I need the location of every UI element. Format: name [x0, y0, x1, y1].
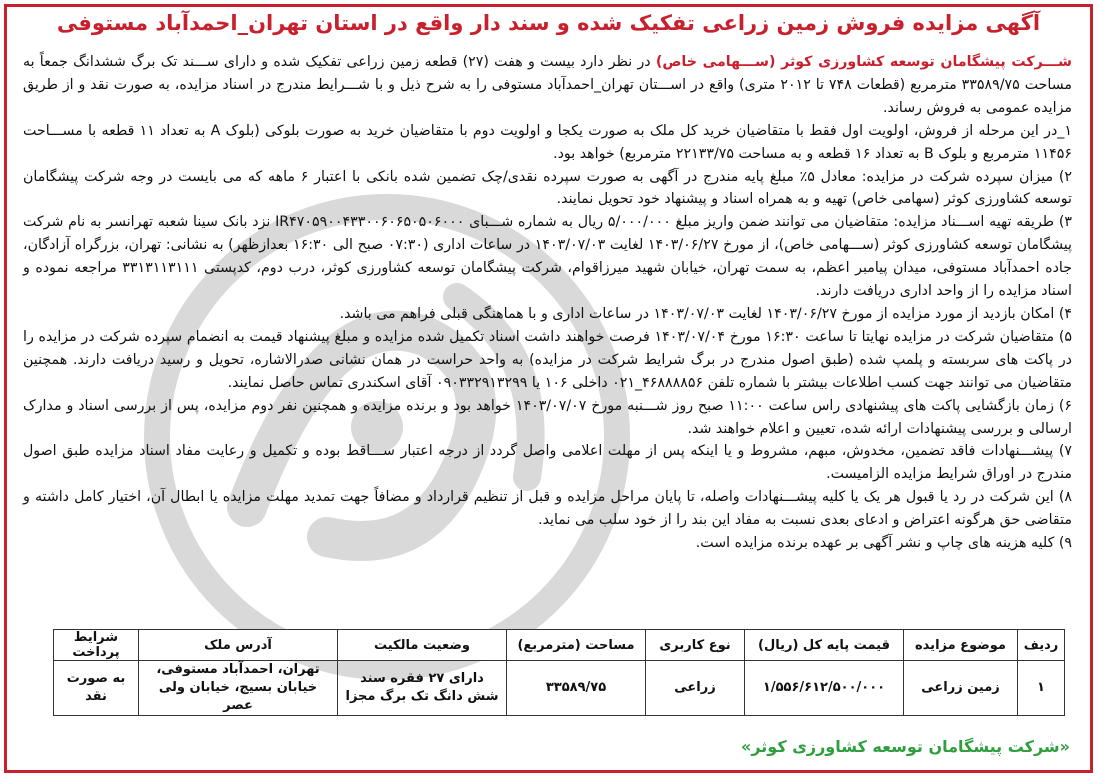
table-header: نوع کاربری [646, 630, 745, 661]
clause-6: ۶) زمان بازگشایی پاکت های پیشنهادی راس ساعت ۱۱:۰۰ صبح روز شـــنبه مورخ ۱۴۰۳/۰۷/۰۷ خواهد بود و برنده مزایده و همچنین نفر دوم مزایده، پس از بررسی اسناد و مدارک ارسالی و بررسی پیشنهادات ارائه شده، تعیین و اعلام خواهند شد. [23, 397, 1072, 437]
intro-paragraph [23, 51, 1072, 120]
address-line-1: تهران، احمدآباد مستوفی، [156, 662, 320, 677]
clause-7: ۷) پیشـــنهادات فاقد تضمین، مخدوش، مبهم، مشروط و یا اینکه پس از مهلت اعلامی واصل گردد از درجه اعتبار ســـاقط بوده و تکمیل و رعایت مفاد اسناد مزایده طبق اصول مندرج در اوراق شرایط مزایده الزامیست. [23, 443, 1072, 483]
table-header: ردیف [1018, 630, 1065, 661]
table-header: شرایط پرداخت [54, 630, 139, 661]
cell-row-number: ۱ [1018, 661, 1065, 716]
cell-usage: زراعی [646, 661, 745, 716]
clause-9: ۹) کلیه هزینه های چاپ و نشر آگهی بر عهده برنده مزایده است. [695, 535, 1072, 552]
ownership-line-1: دارای ۲۷ فقره سند [360, 671, 484, 686]
cell-ownership [338, 661, 507, 716]
table-header: وضعیت مالکیت [338, 630, 507, 661]
clause-8: ۸) این شرکت در رد یا قبول هر یک یا کلیه پیشـــنهادات واصله، تا پایان مراحل مزایده و قبل از تنظیم قرارداد و مضافاً جهت تمدید مهلت مزایده یا ابطال آن، اختیار کامل داشته و متقاضی حق هرگونه اعتراض و ادعای بعدی نسبت به مفاد این بند را از خود سلب می نماید. [23, 489, 1072, 529]
clause-4: ۴) امکان بازدید از مورد مزایده از مورخ ۱۴۰۳/۰۶/۲۷ لغایت ۱۴۰۳/۰۷/۰۳ در ساعات اداری و با هماهنگی قبلی فراهم می باشد. [339, 305, 1072, 322]
clause-1: ۱_در این مرحله از فروش، اولویت اول فقط با متقاضیان خرید کل ملک به صورت یکجا و اولویت دوم با متقاضیان خرید به صورت بلوکی (بلوک A به تعداد ۱۱ قطعه با مســـاحت ۱۱۴۵۶ مترمربع و بلوک B به تعداد ۱۶ قطعه و به مساحت ۲۲۱۳۳/۷۵ مترمربع) خواهد بود. [23, 122, 1072, 162]
page-title: آگهی مزایده فروش زمین زراعی تفکیک شده و سند دار واقع در استان تهران_احمدآباد مستوفی [56, 11, 1041, 35]
cell-address [139, 661, 338, 716]
intro-text: در نظر دارد بیست و هفت (۲۷) قطعه زمین زراعی تفکیک شده و دارای ســـند تک برگ ششدانگ جمعاً به مساحت ۳۳۵۸۹/۷۵ مترمربع (قطعات ۷۴۸ تا ۲۰۱۲ متری) واقع در اســـتان تهران_احمدآباد مستوفی را به شرح ذیل و با شـــرایط مندرج در اسناد مزایده، به صورت نقد و از طریق مزایده عمومی به فروش رساند. [23, 54, 1072, 116]
clause-5: ۵) متقاضیان شرکت در مزایده نهایتا تا ساعت ۱۶:۳۰ مورخ ۱۴۰۳/۰۷/۰۴ فرصت خواهند داشت اسناد تکمیل شده مزایده و مبلغ پیشنهاد قیمت به انضمام سپرده شرکت در مزایده را در پاکت های سربسته و پلمپ شده (طبق اصول مندرج در برگ شرایط شرکت در مزایده) به واحد حراست در همان نشانی صدرالاشاره، تحویل و رسید دریافت دارند. همچنین متقاضیان می توانند جهت کسب اطلاعات بیشتر با شماره تلفن ۴۶۸۸۸۸۵۶_۰۲۱ داخلی ۱۰۶ یا ۰۹۰۳۳۲۹۱۳۲۹۹ آقای اسکندری تماس حاصل نمایند. [23, 328, 1072, 391]
table-header: آدرس ملک [139, 630, 338, 661]
clause-2: ۲) میزان سپرده شرکت در مزایده: معادل ۵٪ مبلغ پایه مندرج در آگهی به صورت سپرده نقدی/چک تضمین شده بانکی با اعتبار ۶ ماهه که می بایست در وجه شرکت پیشگامان توسعه کشاورزی کوثر (سهامی خاص) تهیه و به همراه اسناد و پیشنهاد خود تحویل نمایند. [23, 168, 1072, 208]
auction-table [53, 629, 1065, 716]
table-header: موضوع مزایده [904, 630, 1018, 661]
ownership-line-2: شش دانگ تک برگ مجزا [345, 689, 499, 704]
table-header: قیمت پایه کل (ریال) [745, 630, 904, 661]
cell-area: ۳۳۵۸۹/۷۵ [507, 661, 646, 716]
clause-3: ۳) طریقه تهیه اســـناد مزایده: متقاضیان می توانند ضمن واریز مبلغ ۵/۰۰۰/۰۰۰ ریال به شماره شـــبای IR۴۷۰۵۹۰۰۴۳۳۰۰۶۰۶۵۰۵۰۶۰۰۰ نزد بانک سینا شعبه تهرانسر به نام شرکت پیشگامان توسعه کشاورزی کوثر (ســـهامی خاص)، از مورخ ۱۴۰۳/۰۶/۲۷ لغایت ۱۴۰۳/۰۷/۰۳ در ساعات اداری (۰۷:۳۰ صبح الی ۱۶:۳۰ بعدازظهر) به نشانی: تهران، بزرگراه آزادگان، جاده احمدآباد مستوفی، میدان پیامبر اعظم، به سمت تهران، خیابان شهید میرزاقوام، شرکت پیشگامان توسعه کشاورزی کوثر، درب دوم، کدپستی ۳۳۱۳۱۱۳۱۱۱ مراجعه نموده و اسناد مزایده را از واحد اداری دریافت دارند. [23, 214, 1073, 300]
notice-body [23, 51, 1072, 555]
address-line-2: خیابان بسیج، خیابان ولی عصر [158, 680, 318, 713]
cell-base-price: ۱/۵۵۶/۶۱۲/۵۰۰/۰۰۰ [745, 661, 904, 716]
notice-frame [4, 4, 1093, 773]
table-header: مساحت (مترمربع) [507, 630, 646, 661]
table-row [54, 661, 1065, 716]
cell-payment: به صورت نقد [54, 661, 139, 716]
table-header-row [54, 630, 1065, 661]
company-name: شـــرکت پیشگامان توسعه کشاورزی کوثر (ســـهامی خاص) [655, 54, 1072, 70]
footer-company: «شرکت پیشگامان توسعه کشاورزی کوثر» [740, 737, 1070, 756]
cell-subject: زمین زراعی [904, 661, 1018, 716]
